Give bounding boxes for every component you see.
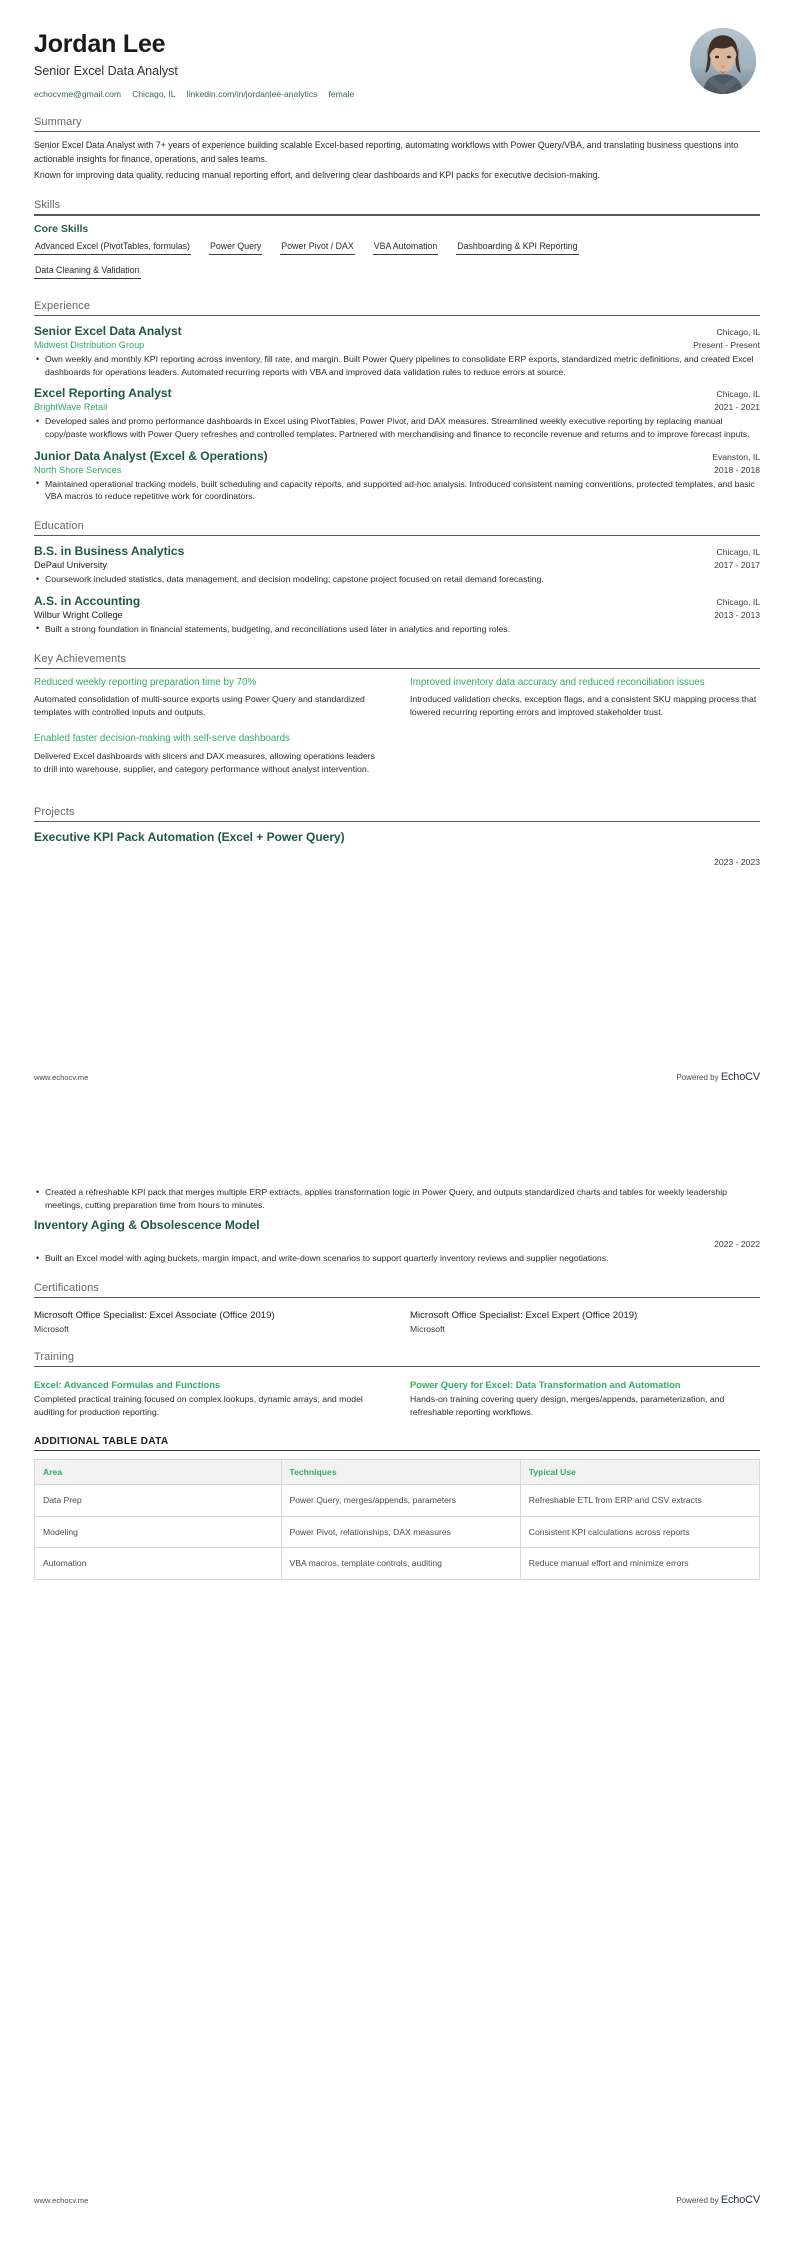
table-row: [35, 1485, 760, 1516]
education-location: Chicago, IL: [716, 596, 760, 607]
project-entry: [34, 1218, 760, 1265]
project-entry: [34, 830, 760, 867]
education-degree: A.S. in Accounting: [34, 593, 141, 608]
experience-company: Midwest Distribution Group: [34, 340, 145, 351]
section-training: [34, 1351, 760, 1419]
table-cell: Refreshable ETL from ERP and CSV extracts: [520, 1485, 759, 1516]
education-entry: [34, 544, 760, 586]
skills-group-label: Core Skills: [34, 222, 89, 235]
experience-dates: Present - Present: [693, 340, 760, 351]
table-column-header: Techniques: [281, 1460, 520, 1485]
section-title-skills: Skills: [34, 198, 61, 211]
bullet-item: • Developed sales and promo performance dashboards in Excel using PivotTables, Power Pivot, and DAX measures. Streamlined weekly executive reporting by replacing manual copy/paste workflows with Power Query refreshes and controlled templates. Partnered with merchandising and finance to reconcile revenue and returns and to improve forecast inputs.: [34, 415, 760, 440]
experience-bullets: [34, 353, 760, 378]
resume-header: [34, 26, 760, 99]
experience-company: BrightWave Retail: [34, 402, 108, 413]
header-headline: Senior Excel Data Analyst: [34, 63, 178, 78]
project-bullets: [34, 1186, 760, 1211]
certification-issuer: Microsoft: [410, 1323, 445, 1334]
additional-data-table: [34, 1459, 760, 1579]
certification-name: Microsoft Office Specialist: Excel Associate (Office 2019): [34, 1310, 275, 1322]
certification-item: [410, 1310, 760, 1333]
experience-company: North Shore Services: [34, 464, 122, 475]
skills-list: [34, 238, 760, 259]
table-header-row: [35, 1460, 760, 1485]
section-divider: [34, 315, 760, 317]
section-title-training: Training: [34, 1350, 75, 1363]
achievement-body: Delivered Excel dashboards with slicers and DAX measures, allowing operations leaders to drill into warehouse, supplier, and category performance without analyst intervention.: [34, 750, 375, 774]
training-item: [34, 1379, 384, 1418]
skill-chip: Power Pivot / DAX: [280, 238, 354, 255]
skill-chip: Data Cleaning & Validation: [34, 262, 141, 279]
achievement-title: Reduced weekly reporting preparation time by 70%: [34, 677, 257, 689]
footer-brand-name: EchoCV: [720, 2194, 760, 2206]
education-bullets: [34, 573, 760, 586]
footer-url[interactable]: www.echocv.me: [34, 1073, 89, 1082]
experience-role: Junior Data Analyst (Excel & Operations): [34, 448, 268, 463]
section-skills: [34, 199, 760, 283]
achievement-item: [410, 676, 760, 719]
achievements-column-left: [34, 676, 384, 789]
bullet-item: • Coursework included statistics, data management, and decision modeling; capstone project focused on retail demand forecasting.: [34, 573, 760, 586]
experience-entry: [34, 386, 760, 440]
certification-name: Microsoft Office Specialist: Excel Expert (Office 2019): [410, 1310, 638, 1322]
section-divider: [34, 1297, 760, 1299]
achievement-body: Introduced validation checks, exception flags, and a consistent SKU mapping process that lowered recurring reporting errors and improved stakeholder trust.: [410, 694, 757, 718]
table-cell: Automation: [35, 1548, 282, 1579]
skill-chip: Dashboarding & KPI Reporting: [456, 238, 578, 255]
section-divider: [34, 668, 760, 670]
bullet-item: • Created a refreshable KPI pack that merges multiple ERP extracts, applies transformation logic in Power Query, and outputs standardized charts and tables for weekly leadership meetings, cutting preparation time from hours to minutes.: [34, 1186, 760, 1211]
page-title: Jordan Lee: [34, 30, 166, 58]
section-title-summary: Summary: [34, 115, 82, 128]
table-cell: VBA macros, template controls, auditing: [281, 1548, 520, 1579]
footer-url[interactable]: www.echocv.me: [34, 2196, 89, 2205]
education-location: Chicago, IL: [716, 547, 760, 558]
section-key-achievements: [34, 653, 760, 789]
experience-entry: [34, 449, 760, 503]
page-footer: [34, 1071, 760, 1083]
training-body: Completed practical training focused on complex lookups, dynamic arrays, and model auditing for production reporting.: [34, 1393, 363, 1417]
footer-brand: [676, 1071, 760, 1083]
section-summary: [34, 116, 760, 182]
contact-gender: female: [328, 88, 355, 99]
project-bullets: [34, 1252, 760, 1265]
training-item: [410, 1379, 760, 1418]
project-dates: 2023 - 2023: [714, 857, 760, 868]
certification-column-right: [410, 1305, 760, 1333]
project-name: Inventory Aging & Obsolescence Model: [34, 1218, 260, 1233]
table-cell: Data Prep: [35, 1485, 282, 1516]
education-dates: 2017 - 2017: [714, 560, 760, 571]
bullet-item: • Built a strong foundation in financial statements, budgeting, and reconciliations used later in analytics and reporting roles.: [34, 623, 760, 636]
experience-bullets: [34, 415, 760, 440]
skills-list-row2: [34, 262, 760, 283]
project-name: Executive KPI Pack Automation (Excel + Power Query): [34, 830, 345, 845]
experience-role: Excel Reporting Analyst: [34, 386, 172, 401]
training-grid: [34, 1374, 760, 1418]
section-additional-table: [34, 1436, 760, 1580]
page-footer: [34, 2194, 760, 2206]
footer-brand: [676, 2194, 760, 2206]
section-education: [34, 520, 760, 636]
certification-column-left: [34, 1305, 384, 1333]
section-certifications: [34, 1282, 760, 1334]
experience-location: Chicago, IL: [716, 389, 760, 400]
education-school: DePaul University: [34, 560, 108, 571]
achievements-column-right: [410, 676, 760, 789]
section-divider: [34, 131, 760, 133]
contact-list: [34, 89, 354, 99]
footer-powered-label: Powered by: [676, 2196, 721, 2205]
table-row: [35, 1548, 760, 1579]
achievement-title: Enabled faster decision-making with self-serve dashboards: [34, 733, 290, 745]
footer-powered-label: Powered by: [676, 1073, 721, 1082]
achievements-grid: [34, 676, 760, 789]
table-cell: Modeling: [35, 1516, 282, 1547]
section-title-experience: Experience: [34, 299, 91, 312]
experience-dates: 2021 - 2021: [714, 402, 760, 413]
table-cell: Power Query, merges/appends, parameters: [281, 1485, 520, 1516]
section-divider: [34, 214, 760, 216]
section-projects-continued: [34, 1186, 760, 1265]
table-row: [35, 1516, 760, 1547]
section-title-achievements: Key Achievements: [34, 652, 127, 665]
education-school: Wilbur Wright College: [34, 609, 123, 620]
training-body: Hands-on training covering query design, merges/appends, parameterization, and refreshable reporting workflows.: [410, 1393, 725, 1417]
experience-role: Senior Excel Data Analyst: [34, 324, 182, 339]
section-divider: [34, 821, 760, 823]
training-column-left: [34, 1374, 384, 1418]
avatar: [690, 28, 756, 94]
training-name: Power Query for Excel: Data Transformation and Automation: [410, 1379, 681, 1391]
table-cell: Reduce manual effort and minimize errors: [520, 1548, 759, 1579]
education-entry: [34, 594, 760, 636]
experience-dates: 2018 - 2018: [714, 464, 760, 475]
skill-chip: VBA Automation: [373, 238, 439, 255]
achievement-body: Automated consolidation of multi-source exports using Power Query and standardized templates with controlled inputs and outputs.: [34, 694, 365, 718]
experience-location: Evanston, IL: [712, 451, 760, 462]
training-column-right: [410, 1374, 760, 1418]
bullet-item: • Built an Excel model with aging buckets, margin impact, and write-down scenarios to support quarterly inventory reviews and supplier negotiations.: [34, 1252, 760, 1265]
summary-paragraph: Senior Excel Data Analyst with 7+ years of experience building scalable Excel-based reporting, automating workflows with Power Query/VBA, and translating business questions into actionable insights for finance, operations, and sales teams.: [34, 140, 739, 164]
education-degree: B.S. in Business Analytics: [34, 544, 185, 559]
education-dates: 2013 - 2013: [714, 609, 760, 620]
achievement-item: [34, 732, 384, 775]
resume-page-2: [0, 1123, 794, 2246]
section-divider: [34, 1450, 760, 1452]
contact-linkedin[interactable]: linkedin.com/in/jordanlee-analytics: [186, 88, 318, 99]
contact-location: Chicago, IL: [132, 88, 176, 99]
experience-bullets: [34, 478, 760, 503]
summary-paragraph: Known for improving data quality, reducing manual reporting effort, and delivering clear dashboards and KPI packs for executive decision-making.: [34, 169, 600, 180]
table-cell: Consistent KPI calculations across reports: [520, 1516, 759, 1547]
certification-item: [34, 1310, 384, 1333]
education-bullets: [34, 623, 760, 636]
section-divider: [34, 535, 760, 537]
bullet-item: • Own weekly and monthly KPI reporting across inventory, fill rate, and margin. Built Power Query pipelines to consolidate ERP exports, standardized metric definitions, and created Excel dashboards for operations leaders. Automated recurring reports with VBA and improved data validation rules to reduce errors at source.: [34, 353, 760, 378]
section-title-projects: Projects: [34, 805, 75, 818]
skill-chip: Power Query: [209, 238, 262, 255]
achievement-title: Improved inventory data accuracy and reduced reconciliation issues: [410, 677, 705, 689]
experience-entry: [34, 324, 760, 378]
experience-location: Chicago, IL: [716, 327, 760, 338]
project-dates: 2022 - 2022: [714, 1239, 760, 1250]
training-name: Excel: Advanced Formulas and Functions: [34, 1379, 221, 1391]
table-cell: Power Pivot, relationships, DAX measures: [281, 1516, 520, 1547]
table-column-header: Area: [35, 1460, 282, 1485]
bullet-item: • Maintained operational tracking models, built scheduling and capacity reports, and supported ad-hoc analysis. Introduced consistent naming conventions, protected templates, and basic VBA macros to reduce repetitive work for coordinators.: [34, 478, 760, 503]
section-title-education: Education: [34, 519, 84, 532]
section-divider: [34, 1366, 760, 1368]
table-section-title: ADDITIONAL TABLE DATA: [34, 1435, 169, 1447]
section-title-certifications: Certifications: [34, 1281, 99, 1294]
table-column-header: Typical Use: [520, 1460, 759, 1485]
section-projects: [34, 806, 760, 868]
certification-issuer: Microsoft: [34, 1323, 69, 1334]
footer-brand-name: EchoCV: [720, 1071, 760, 1083]
achievement-item: [34, 676, 384, 719]
certifications-grid: [34, 1305, 760, 1333]
skill-chip: Advanced Excel (PivotTables, formulas): [34, 238, 191, 255]
header-text-block: [34, 26, 354, 99]
section-experience: [34, 300, 760, 503]
contact-email[interactable]: echocvme@gmail.com: [34, 88, 122, 99]
